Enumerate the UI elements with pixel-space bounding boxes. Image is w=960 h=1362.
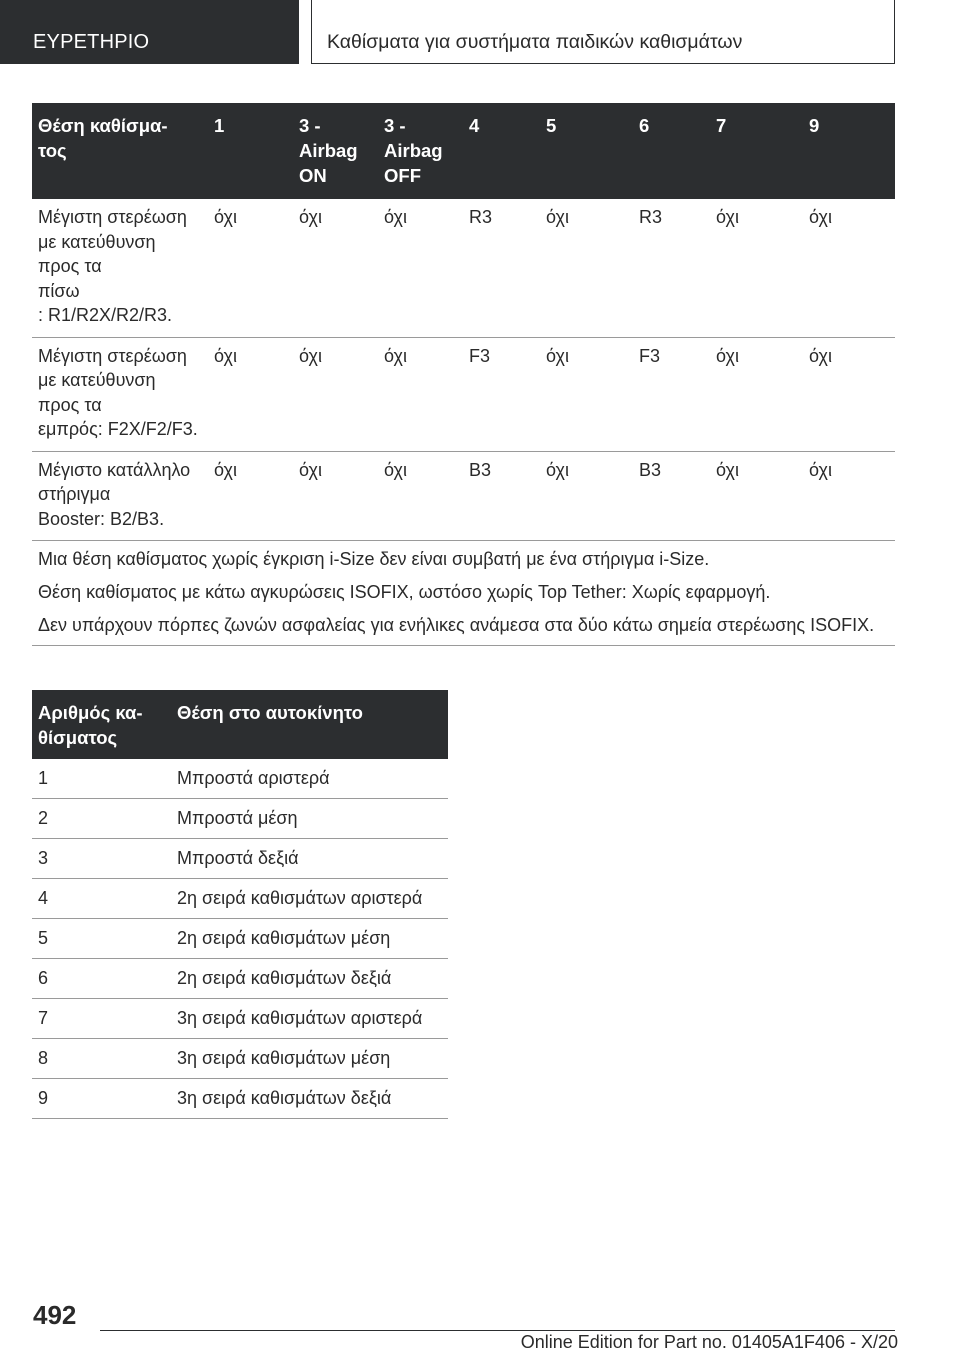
table-cell: 1 [32, 759, 171, 799]
table-row [32, 451, 895, 541]
table-cell: 9 [32, 1079, 171, 1119]
column-header: Θέση στο αυτοκίνητο [171, 690, 448, 759]
table-cell: 2η σειρά καθισμάτων αριστερά [171, 879, 448, 919]
table-cell: όχι [378, 337, 463, 451]
section-label: ΕΥΡΕΤΗΡΙΟ [33, 31, 150, 53]
table-cell: 2η σειρά καθισμάτων δεξιά [171, 959, 448, 999]
column-header: Θέση καθίσμα- τος [32, 103, 208, 199]
table-header-row [32, 690, 448, 759]
table-cell: B3 [633, 451, 710, 541]
table-cell: όχι [803, 337, 895, 451]
note-text: Θέση καθίσματος με κάτω αγκυρώσεις ISOFIX, ωστόσο χωρίς Top Tether: Χωρίς εφαρμογή. [38, 582, 771, 602]
table-row [32, 1079, 448, 1119]
table-header-row [32, 103, 895, 199]
table-cell: όχι [710, 451, 803, 541]
table-row [32, 1039, 448, 1079]
table-cell: Μέγιστη στερέωση με κατεύθυνση προς τα πίσω : R1/R2X/R2/R3. [32, 199, 208, 337]
table-notes [32, 541, 895, 646]
edition-text: Online Edition for Part no. 01405A1F406 - X/20 [520, 1332, 898, 1352]
table-row [32, 919, 448, 959]
column-header: 5 [540, 103, 633, 199]
table-cell: 3η σειρά καθισμάτων δεξιά [171, 1079, 448, 1119]
table-cell: F3 [633, 337, 710, 451]
table-row [32, 879, 448, 919]
table-cell: όχι [710, 337, 803, 451]
note-text: Δεν υπάρχουν πόρπες ζωνών ασφαλείας για ενήλικες ανάμεσα στα δύο κάτω σημεία στερέωσης ISOFIX. [38, 615, 875, 635]
table-row [32, 799, 448, 839]
table-row [32, 839, 448, 879]
table-cell: Μπροστά μέση [171, 799, 448, 839]
table-cell: Μέγιστη στερέωση με κατεύθυνση προς τα εμπρός: F2X/F2/F3. [32, 337, 208, 451]
table-cell: 4 [32, 879, 171, 919]
table-cell: 2 [32, 799, 171, 839]
column-header: 6 [633, 103, 710, 199]
table-cell: Μπροστά δεξιά [171, 839, 448, 879]
table-row [32, 337, 895, 451]
table-cell: όχι [803, 451, 895, 541]
table-cell: όχι [208, 337, 293, 451]
table-cell: όχι [293, 451, 378, 541]
column-header: 9 [803, 103, 895, 199]
footer-divider [100, 1330, 895, 1331]
table-cell: 3η σειρά καθισμάτων αριστερά [171, 999, 448, 1039]
table-cell: R3 [633, 199, 710, 337]
table-cell: R3 [463, 199, 540, 337]
column-header: 7 [710, 103, 803, 199]
table-cell: 7 [32, 999, 171, 1039]
page-number: 492 [33, 1300, 77, 1330]
table-row [32, 759, 448, 799]
table-cell: όχι [540, 199, 633, 337]
table-cell: 3 [32, 839, 171, 879]
table-cell: όχι [378, 451, 463, 541]
table-cell: Μπροστά αριστερά [171, 759, 448, 799]
table-cell: Μέγιστο κατάλληλο στήριγμα Booster: B2/B3. [32, 451, 208, 541]
section-tab[interactable] [0, 0, 299, 64]
table-cell: 5 [32, 919, 171, 959]
table-cell: F3 [463, 337, 540, 451]
table-row [32, 199, 895, 337]
table-cell: όχι [803, 199, 895, 337]
table-notes-row [32, 541, 895, 646]
chapter-title: Καθίσματα για συστήματα παιδικών καθισμάτων [327, 31, 743, 53]
table-cell: B3 [463, 451, 540, 541]
chapter-title-box [311, 0, 895, 64]
column-header: 3 - Airbag ON [293, 103, 378, 199]
note-text: Μια θέση καθίσματος χωρίς έγκριση i-Size δεν είναι συμβατή με ένα στήριγμα i-Size. [38, 549, 710, 569]
table-cell: όχι [540, 451, 633, 541]
seat-position-table [32, 690, 448, 1119]
table-cell: όχι [208, 199, 293, 337]
table-cell: όχι [540, 337, 633, 451]
table-cell: όχι [710, 199, 803, 337]
table-row [32, 999, 448, 1039]
table-cell: 2η σειρά καθισμάτων μέση [171, 919, 448, 959]
column-header: Αριθμός κα- θίσματος [32, 690, 171, 759]
table-row [32, 959, 448, 999]
table-cell: όχι [293, 337, 378, 451]
table-cell: 3η σειρά καθισμάτων μέση [171, 1039, 448, 1079]
table-cell: όχι [293, 199, 378, 337]
table-cell: όχι [208, 451, 293, 541]
column-header: 3 - Airbag OFF [378, 103, 463, 199]
column-header: 1 [208, 103, 293, 199]
table-cell: 8 [32, 1039, 171, 1079]
table-cell: 6 [32, 959, 171, 999]
table-cell: όχι [378, 199, 463, 337]
column-header: 4 [463, 103, 540, 199]
seat-compatibility-table [32, 103, 895, 646]
